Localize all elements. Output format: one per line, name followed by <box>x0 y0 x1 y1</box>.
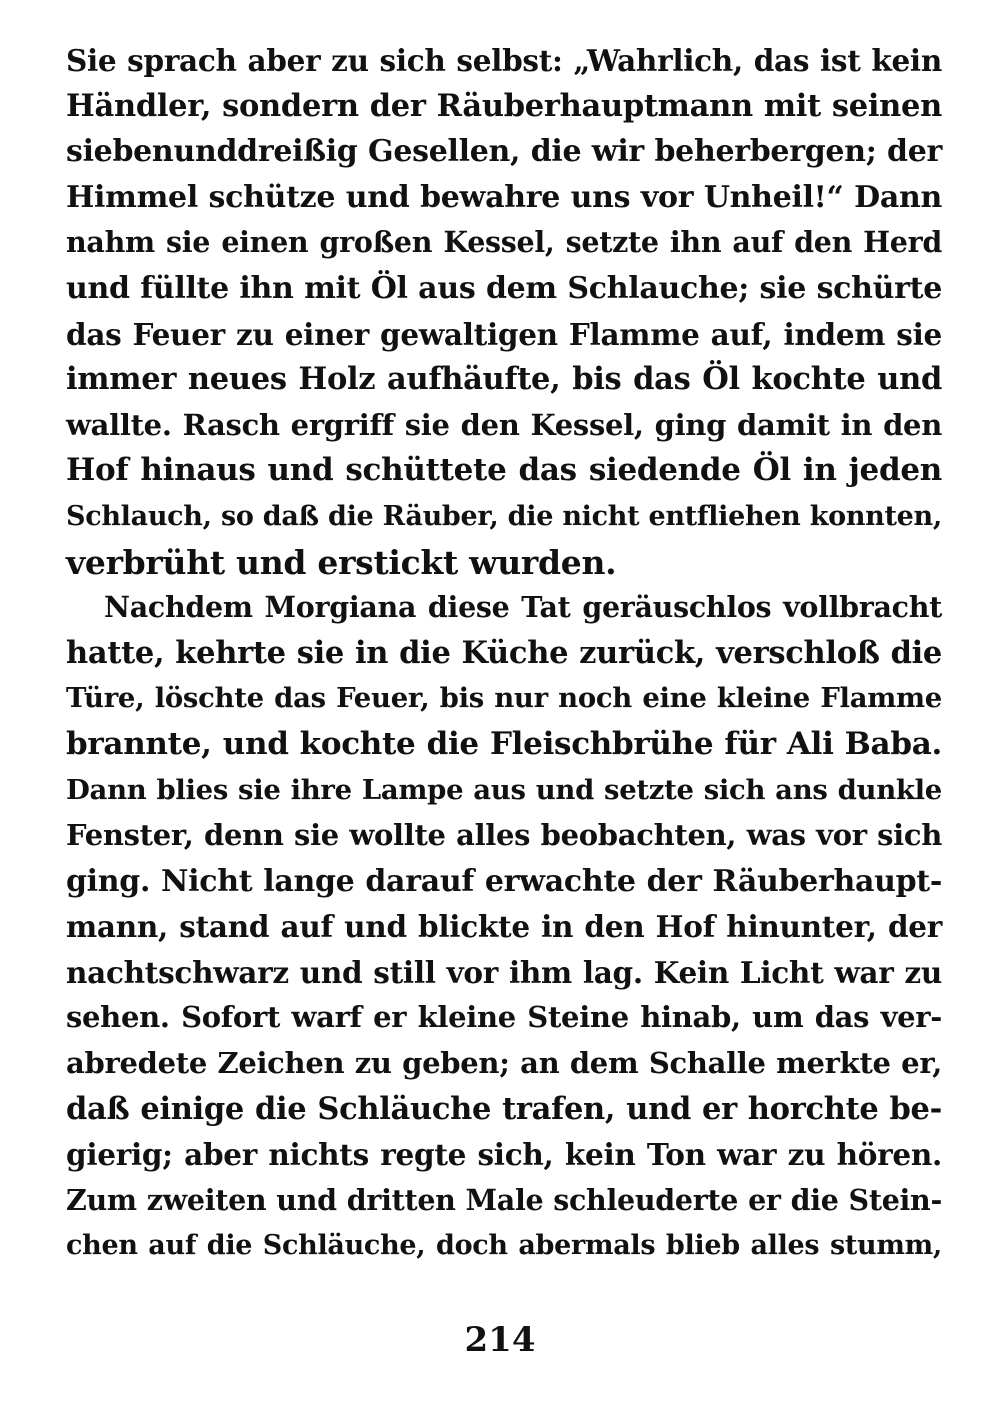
text-line: ging. Nicht lange darauf erwachte der Räuberhaupt- <box>66 863 942 899</box>
paragraph-start-line: Nachdem Morgiana diese Tat geräuschlos vollbracht <box>104 590 942 625</box>
text-line: abredete Zeichen zu geben; an dem Schalle merkte er, <box>66 1046 942 1081</box>
text-line: Türe, löschte das Feuer, bis nur noch eine kleine Flamme <box>66 682 942 715</box>
text-line: immer neues Holz aufhäufte, bis das Öl kochte und <box>66 361 942 398</box>
text-line: hatte, kehrte sie in die Küche zurück, verschloß die <box>66 634 942 671</box>
text-line: sehen. Sofort warf er kleine Steine hinab, um das ver- <box>66 1000 942 1035</box>
text-line: gierig; aber nichts regte sich, kein Ton war zu hören. <box>66 1137 942 1173</box>
text-line: Himmel schütze und bewahre uns vor Unheil!“ Dann <box>66 179 942 215</box>
text-line: nahm sie einen großen Kessel, setzte ihn auf den Herd <box>66 225 942 260</box>
paragraph-end-line: verbrüht und erstickt wurden. <box>66 542 617 582</box>
text-line: Dann blies sie ihre Lampe aus und setzte sich ans dunkle <box>66 773 942 806</box>
text-line: Zum zweiten und dritten Male schleuderte er die Stein- <box>66 1182 942 1217</box>
text-line: Sie sprach aber zu sich selbst: „Wahrlich, das ist kein <box>66 43 942 78</box>
body-text <box>66 38 942 1269</box>
text-line: siebenunddreißig Gesellen, die wir beherbergen; der <box>66 134 942 170</box>
text-line: Händler, sondern der Räuberhauptmann mit seinen <box>66 87 942 124</box>
page-number: 214 <box>464 1320 536 1360</box>
text-line: Fenster, denn sie wollte alles beobachten, was vor sich <box>66 818 942 853</box>
text-line: das Feuer zu einer gewaltigen Flamme auf, indem sie <box>66 316 942 352</box>
text-line: Hof hinaus und schüttete das siedende Öl in jeden <box>66 452 942 489</box>
text-line: Schlauch, so daß die Räuber, die nicht entfliehen konnten, <box>66 500 942 532</box>
text-line: daß einige die Schläuche trafen, und er horchte be- <box>66 1090 942 1127</box>
text-line: wallte. Rasch ergriff sie den Kessel, ging damit in den <box>66 407 942 442</box>
text-line: mann, stand auf und blickte in den Hof hinunter, der <box>66 909 942 945</box>
text-line: nachtschwarz und still vor ihm lag. Kein Licht war zu <box>66 954 942 990</box>
text-line: chen auf die Schläuche, doch abermals blieb alles stumm, <box>66 1230 942 1262</box>
text-line: und füllte ihn mit Öl aus dem Schlauche; sie schürte <box>66 270 942 306</box>
text-line: brannte, und kochte die Fleischbrühe für Ali Baba. <box>66 725 942 762</box>
